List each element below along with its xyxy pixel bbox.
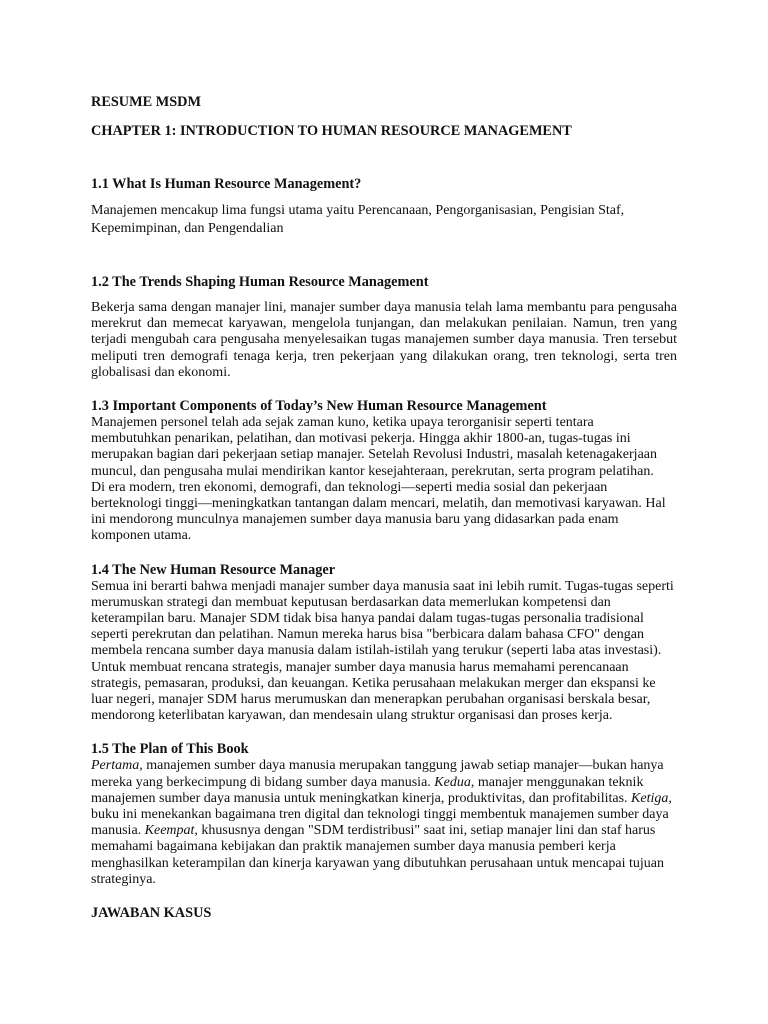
section-heading-1-3: 1.3 Important Components of Today’s New Human Resource Management — [91, 398, 547, 415]
section-1-4-paragraph-1: Semua ini berarti bahwa menjadi manajer sumber daya manusia saat ini lebih rumit. Tugas-tugas seperti merumuskan strategi dan membuat keputusan berdasarkan data memerlukan kompetensi dan keterampilan baru. Manajer SDM tidak bisa hanya pandai dalam tugas-tugas personalia tradisional seperti perekrutan dan pelatihan. Namun mereka harus bisa "berbicara dalam bahasa CFO" dengan membela rencana sumber daya manusia dalam istilah-istilah yang terukur (seperti laba atas investasi). — [91, 578, 674, 659]
point-first-text: , manajemen sumber daya manusia merupakan tanggung jawab setiap manajer—bukan hanya mereka yang berkecimpung di bidang sumber daya manusia. — [91, 758, 664, 790]
section-heading-1-2: 1.2 The Trends Shaping Human Resource Management — [91, 274, 429, 290]
point-fourth-text: , khususnya dengan "SDM terdistribusi" saat ini, setiap manajer lini dan staf harus memahami bagaimana kebijakan dan praktik manajemen sumber daya manusia pemberi kerja menghasilkan keterampilan dan kinerja karyawan yang dibutuhkan perusahaan untuk mencapai tujuan strateginya. — [91, 823, 665, 887]
ordinal-second: Kedua — [434, 774, 471, 790]
section-1-2-paragraph: Bekerja sama dengan manajer lini, manajer sumber daya manusia telah lama membantu para pengusaha merekrut dan memecat karyawan, mengelola tunjangan, dan melakukan penilaian. Namun, tren yang terjadi mengubah cara pengusaha menyelesaikan tugas manajemen sumber daya manusia. Tren tersebut meliputi tren demografi tenaga kerja, tren pekerjaan yang dilakukan orang, tren teknologi, serta tren globalisasi dan ekonomi. — [91, 300, 677, 380]
document-page — [91, 93, 677, 922]
ordinal-fourth: Keempat — [144, 823, 195, 839]
document-title: RESUME MSDM — [91, 94, 202, 110]
section-1-4-paragraph-2: Untuk membuat rencana strategis, manajer sumber daya manusia harus memahami perencanaan strategis, pemasaran, produksi, dan keuangan. Ketika perusahaan melakukan merger dan ekspansi ke luar negeri, manajer SDM harus merumuskan dan menerapkan perubahan organisasi berskala besar, mendorong keterlibatan karyawan, dan mendesain ulang struktur organisasi dan proses kerja. — [91, 659, 656, 724]
jawaban-kasus-heading: JAWABAN KASUS — [91, 905, 212, 922]
ordinal-first: Pertama — [91, 758, 140, 774]
section-1-5-paragraph — [91, 758, 677, 888]
chapter-heading: CHAPTER 1: INTRODUCTION TO HUMAN RESOURCE MANAGEMENT — [91, 123, 572, 139]
section-heading-1-1: 1.1 What Is Human Resource Management? — [91, 176, 362, 192]
point-second-text: , manajer menggunakan teknik manajemen sumber daya manusia untuk meningkatkan kinerja, produktivitas, dan profitabilitas. — [91, 774, 644, 806]
section-1-1-paragraph: Manajemen mencakup lima fungsi utama yaitu Perencanaan, Pengorganisasian, Pengisian Staf, Kepemimpinan, dan Pengendalian — [91, 203, 625, 236]
section-1-3-paragraph-1: Manajemen personel telah ada sejak zaman kuno, ketika upaya terorganisir seperti tentara membutuhkan penarikan, pelatihan, dan motivasi pekerja. Hingga akhir 1800-an, tugas-tugas ini merupakan bagian dari pekerjaan setiap manajer. Setelah Revolusi Industri, masalah ketenagakerjaan muncul, dan pengusaha mulai mendirikan kantor kesejahteraan, perekrutan, serta program pelatihan. — [91, 415, 657, 479]
point-third-text: , buku ini menekankan bagaimana tren digital dan teknologi tinggi membentuk manajemen sumber daya manusia. — [91, 790, 672, 839]
ordinal-third: Ketiga — [631, 790, 669, 806]
section-heading-1-5: 1.5 The Plan of This Book — [91, 741, 249, 758]
section-1-3-paragraph-2: Di era modern, tren ekonomi, demografi, dan teknologi—seperti media sosial dan pekerjaan berteknologi tinggi—meningkatkan tantangan dalam mencari, melatih, dan memotivasi karyawan. Hal ini mendorong munculnya manajemen sumber daya manusia baru yang didasarkan pada enam komponen utama. — [91, 479, 666, 544]
section-heading-1-4: 1.4 The New Human Resource Manager — [91, 561, 336, 578]
